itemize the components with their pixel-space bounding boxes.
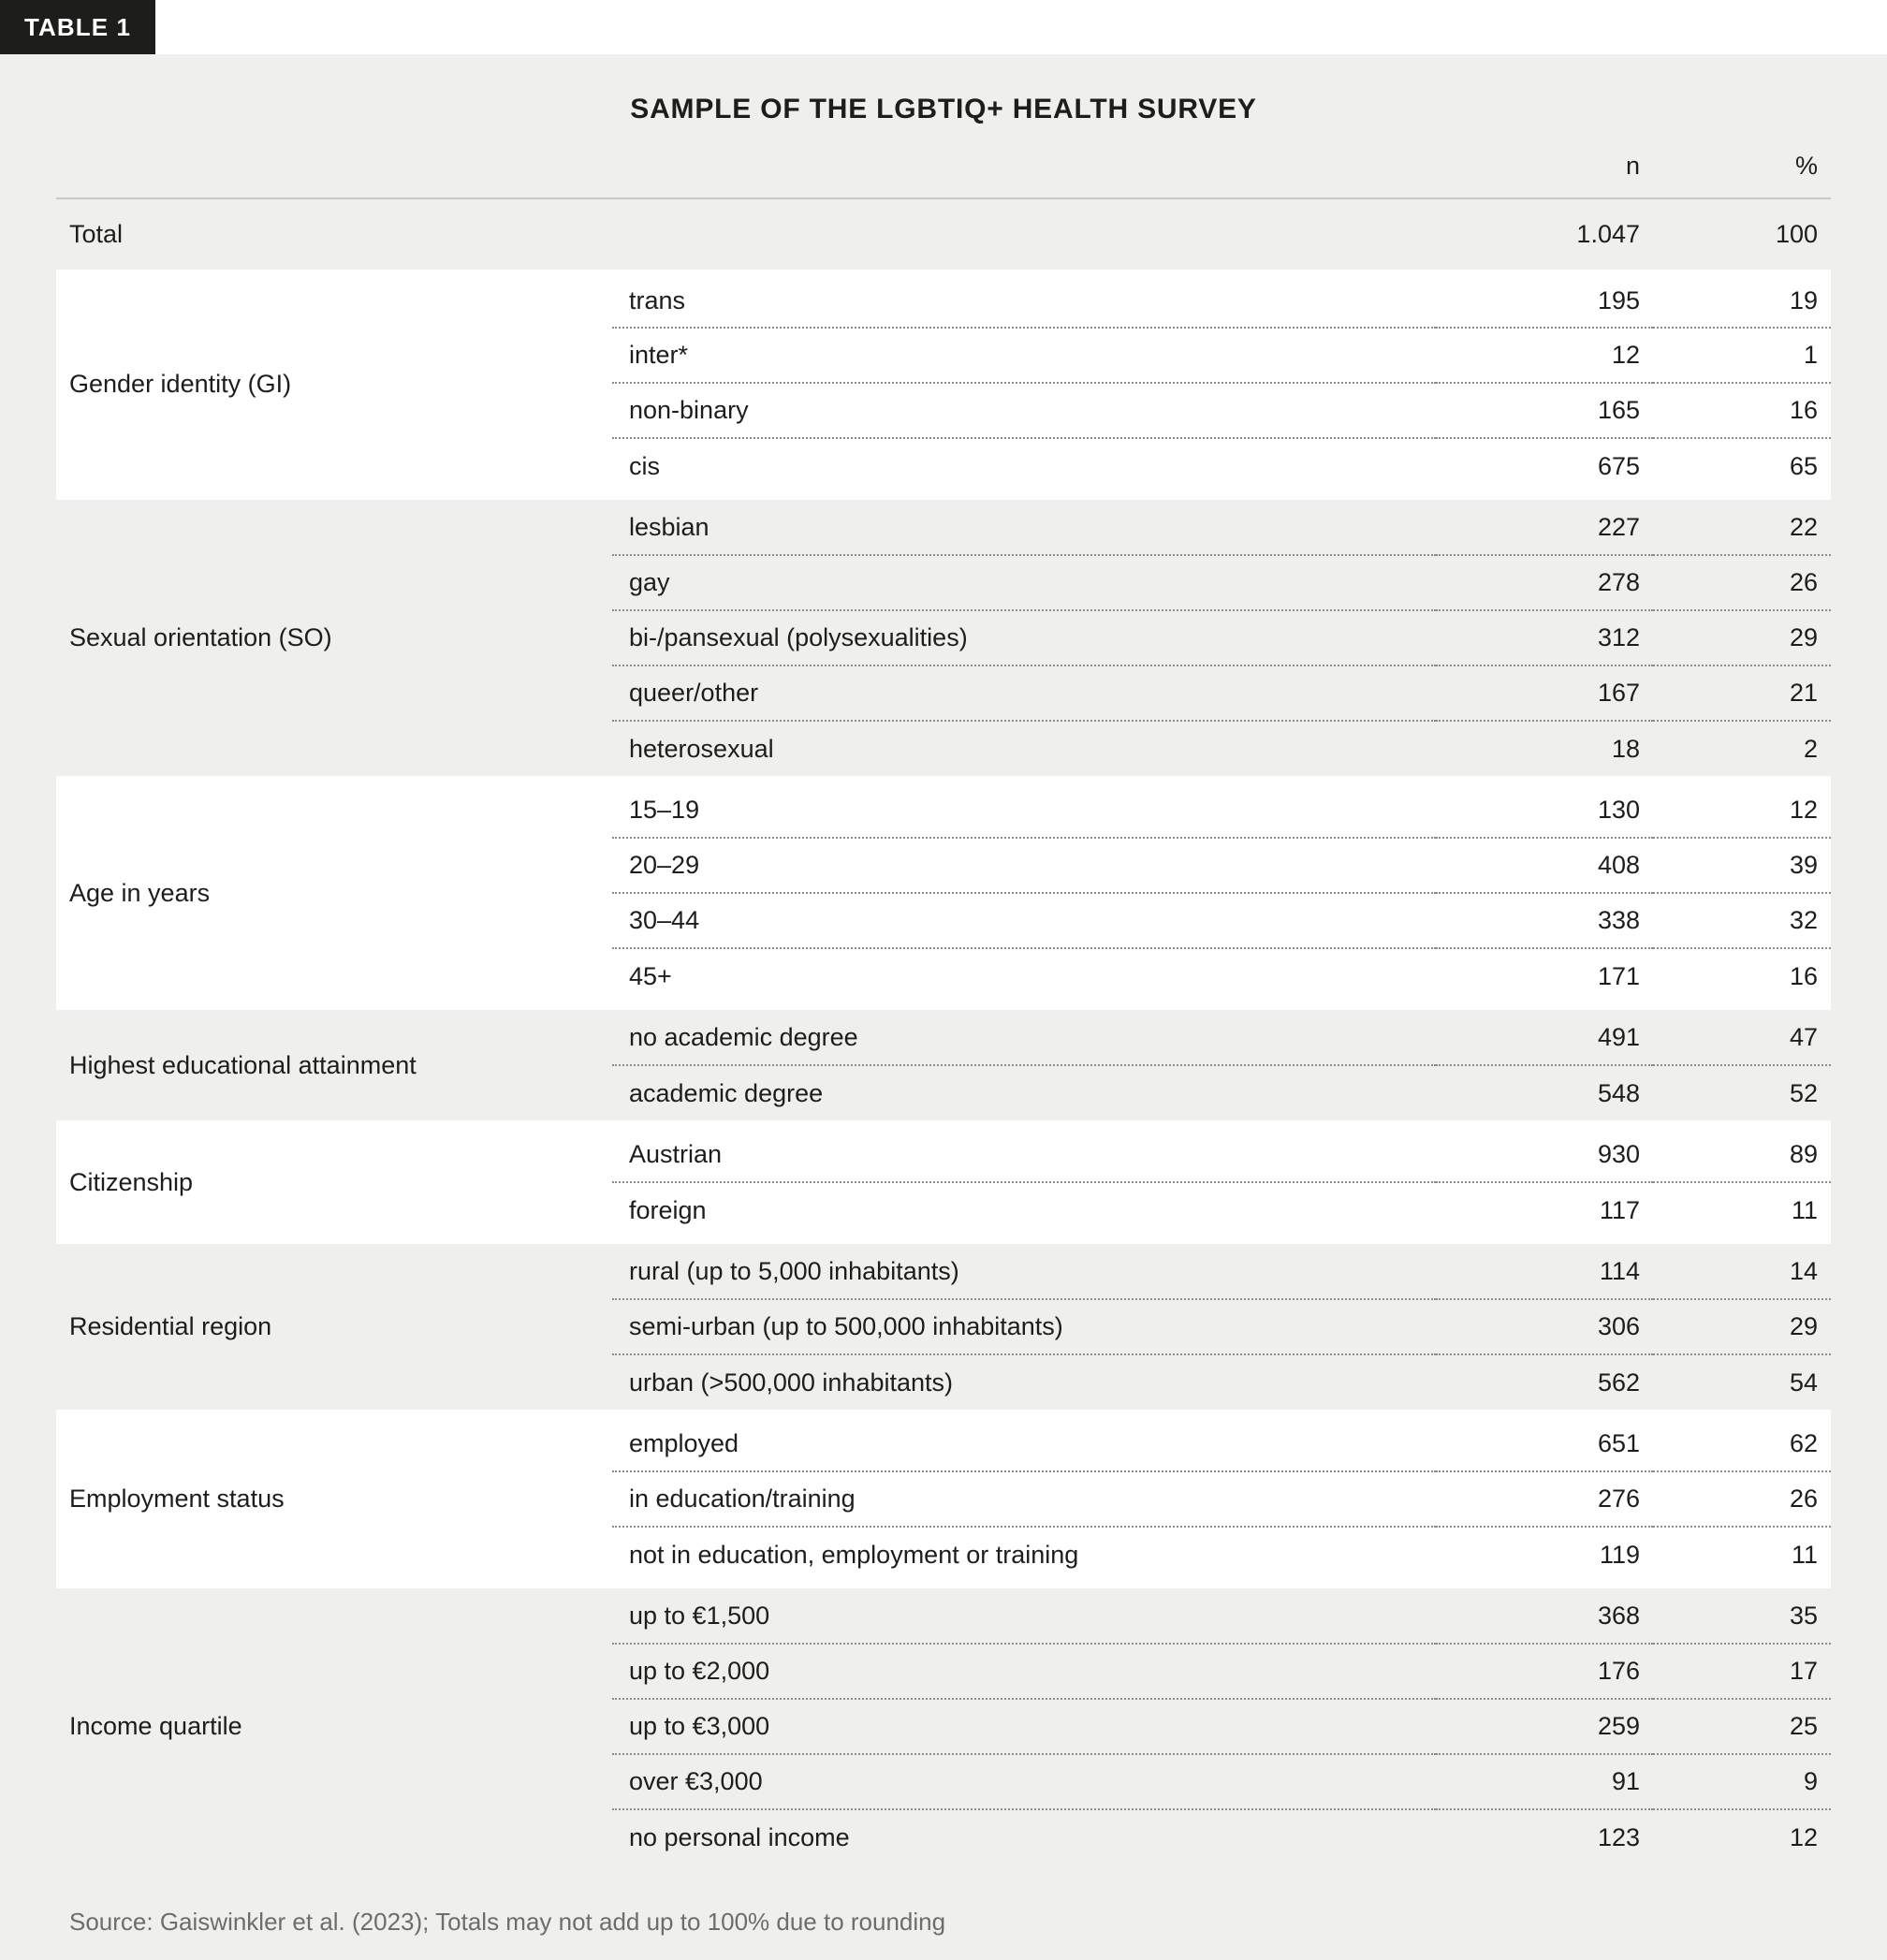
row-percent-value: 32 (1653, 893, 1831, 948)
row-n-value: 165 (1436, 383, 1653, 438)
row-subcategory-label: not in education, employment or training (612, 1527, 1436, 1582)
group-gap-row (56, 493, 1831, 500)
row-percent-value: 14 (1653, 1244, 1831, 1299)
row-percent-value: 65 (1653, 438, 1831, 493)
header-subcategory (612, 152, 1436, 198)
row-category-label: Highest educational attainment (56, 1010, 612, 1120)
row-subcategory-label: urban (>500,000 inhabitants) (612, 1354, 1436, 1410)
row-percent-value: 2 (1653, 721, 1831, 776)
row-n-value: 368 (1436, 1588, 1653, 1644)
row-subcategory-label: 15–19 (612, 783, 1436, 838)
row-category-label: Employment status (56, 1416, 612, 1582)
row-percent-value: 62 (1653, 1416, 1831, 1471)
group-gap (56, 1582, 1831, 1588)
row-percent-value: 12 (1653, 1809, 1831, 1865)
table-group-7 (56, 1416, 1831, 1582)
row-n-value: 176 (1436, 1644, 1653, 1699)
row-percent-value: 26 (1653, 1471, 1831, 1527)
header-category (56, 152, 612, 198)
row-n-value: 123 (1436, 1809, 1653, 1865)
page-title: SAMPLE OF THE LGBTIQ+ HEALTH SURVEY (630, 94, 1257, 124)
table-group-3 (56, 783, 1831, 1003)
row-percent-value: 17 (1653, 1644, 1831, 1699)
row-percent-value: 11 (1653, 1182, 1831, 1237)
row-n-value: 259 (1436, 1699, 1653, 1754)
row-subcategory-label: foreign (612, 1182, 1436, 1237)
row-subcategory-label: semi-urban (up to 500,000 inhabitants) (612, 1299, 1436, 1354)
group-gap-row (56, 1582, 1831, 1588)
row-subcategory-label: lesbian (612, 500, 1436, 555)
row-subcategory-label: inter* (612, 328, 1436, 383)
row-percent-value: 16 (1653, 948, 1831, 1003)
total-body (56, 198, 1831, 272)
row-subcategory-label: no personal income (612, 1809, 1436, 1865)
row-n-value: 651 (1436, 1416, 1653, 1471)
row-percent-value: 9 (1653, 1754, 1831, 1809)
row-subcategory-label: up to €1,500 (612, 1588, 1436, 1644)
total-percent: 100 (1653, 198, 1831, 272)
table-group-5 (56, 1127, 1831, 1237)
row-n-value: 675 (1436, 438, 1653, 493)
row-subcategory-label: queer/other (612, 666, 1436, 721)
row-n-value: 338 (1436, 893, 1653, 948)
survey-table (56, 152, 1831, 1865)
row-n-value: 491 (1436, 1010, 1653, 1065)
table-row (56, 1588, 1831, 1644)
group-gap-row (56, 1120, 1831, 1127)
row-subcategory-label: trans (612, 272, 1436, 328)
source-note: Source: Gaiswinkler et al. (2023); Totals may not add up to 100% due to rounding (69, 1908, 946, 1936)
group-gap (56, 1120, 1831, 1127)
row-n-value: 171 (1436, 948, 1653, 1003)
row-n-value: 306 (1436, 1299, 1653, 1354)
row-percent-value: 22 (1653, 500, 1831, 555)
group-gap (56, 1410, 1831, 1416)
group-gap-cell (56, 1410, 1831, 1416)
group-gap (56, 776, 1831, 783)
table-row (56, 1244, 1831, 1299)
row-subcategory-label: gay (612, 555, 1436, 610)
row-category-label: Income quartile (56, 1588, 612, 1865)
row-percent-value: 25 (1653, 1699, 1831, 1754)
group-gap-row (56, 776, 1831, 783)
row-n-value: 130 (1436, 783, 1653, 838)
table-row (56, 272, 1831, 328)
header-percent: % (1653, 152, 1831, 198)
row-subcategory-label: 45+ (612, 948, 1436, 1003)
row-percent-value: 39 (1653, 838, 1831, 893)
table-row (56, 1416, 1831, 1471)
row-subcategory-label: up to €2,000 (612, 1644, 1436, 1699)
row-percent-value: 54 (1653, 1354, 1831, 1410)
row-n-value: 18 (1436, 721, 1653, 776)
row-n-value: 119 (1436, 1527, 1653, 1582)
row-subcategory-label: employed (612, 1416, 1436, 1471)
group-gap (56, 1003, 1831, 1010)
header-n: n (1436, 152, 1653, 198)
row-percent-value: 29 (1653, 610, 1831, 666)
row-n-value: 114 (1436, 1244, 1653, 1299)
row-subcategory-label: no academic degree (612, 1010, 1436, 1065)
row-subcategory-label: rural (up to 5,000 inhabitants) (612, 1244, 1436, 1299)
row-n-value: 408 (1436, 838, 1653, 893)
group-gap-row (56, 1237, 1831, 1244)
row-subcategory-label: Austrian (612, 1127, 1436, 1182)
group-gap-cell (56, 776, 1831, 783)
row-subcategory-label: heterosexual (612, 721, 1436, 776)
table-group-2 (56, 500, 1831, 776)
table-row (56, 1010, 1831, 1065)
row-subcategory-label: over €3,000 (612, 1754, 1436, 1809)
group-gap-row (56, 1410, 1831, 1416)
table-badge: TABLE 1 (0, 0, 155, 54)
row-subcategory-label: up to €3,000 (612, 1699, 1436, 1754)
row-percent-value: 11 (1653, 1527, 1831, 1582)
group-gap-cell (56, 493, 1831, 500)
row-percent-value: 12 (1653, 783, 1831, 838)
row-n-value: 278 (1436, 555, 1653, 610)
row-percent-value: 52 (1653, 1065, 1831, 1120)
row-subcategory-label: academic degree (612, 1065, 1436, 1120)
row-category-label: Citizenship (56, 1127, 612, 1237)
badge-strip (0, 0, 1887, 54)
row-percent-value: 16 (1653, 383, 1831, 438)
row-percent-value: 89 (1653, 1127, 1831, 1182)
group-gap (56, 1237, 1831, 1244)
row-n-value: 562 (1436, 1354, 1653, 1410)
table-row (56, 783, 1831, 838)
group-gap-cell (56, 1003, 1831, 1010)
row-subcategory-label: cis (612, 438, 1436, 493)
row-category-label: Gender identity (GI) (56, 272, 612, 493)
row-category-label: Age in years (56, 783, 612, 1003)
row-n-value: 195 (1436, 272, 1653, 328)
row-percent-value: 21 (1653, 666, 1831, 721)
table-group-8 (56, 1588, 1831, 1865)
table-row (56, 500, 1831, 555)
header-row (56, 152, 1831, 198)
row-n-value: 167 (1436, 666, 1653, 721)
table-row-total (56, 198, 1831, 272)
group-gap-row (56, 1003, 1831, 1010)
row-n-value: 12 (1436, 328, 1653, 383)
table-group-6 (56, 1244, 1831, 1410)
row-subcategory-label: non-binary (612, 383, 1436, 438)
row-subcategory-label: in education/training (612, 1471, 1436, 1527)
table-row (56, 1127, 1831, 1182)
row-category-label: Residential region (56, 1244, 612, 1410)
row-percent-value: 19 (1653, 272, 1831, 328)
row-subcategory-label: 30–44 (612, 893, 1436, 948)
row-subcategory-label: bi-/pansexual (polysexualities) (612, 610, 1436, 666)
row-n-value: 930 (1436, 1127, 1653, 1182)
table-group-4 (56, 1010, 1831, 1120)
table-body-wrapper (0, 54, 1887, 1960)
row-n-value: 227 (1436, 500, 1653, 555)
total-label: Total (56, 198, 612, 272)
row-percent-value: 29 (1653, 1299, 1831, 1354)
row-n-value: 276 (1436, 1471, 1653, 1527)
group-gap (56, 493, 1831, 500)
total-spacer (612, 198, 1436, 272)
row-n-value: 117 (1436, 1182, 1653, 1237)
table-group-1 (56, 272, 1831, 493)
row-percent-value: 1 (1653, 328, 1831, 383)
group-gap-cell (56, 1237, 1831, 1244)
row-n-value: 548 (1436, 1065, 1653, 1120)
total-n: 1.047 (1436, 198, 1653, 272)
row-percent-value: 26 (1653, 555, 1831, 610)
row-n-value: 91 (1436, 1754, 1653, 1809)
row-category-label: Sexual orientation (SO) (56, 500, 612, 776)
row-percent-value: 35 (1653, 1588, 1831, 1644)
row-percent-value: 47 (1653, 1010, 1831, 1065)
group-gap-cell (56, 1120, 1831, 1127)
row-n-value: 312 (1436, 610, 1653, 666)
table-head (56, 152, 1831, 198)
group-gap-cell (56, 1582, 1831, 1588)
row-subcategory-label: 20–29 (612, 838, 1436, 893)
